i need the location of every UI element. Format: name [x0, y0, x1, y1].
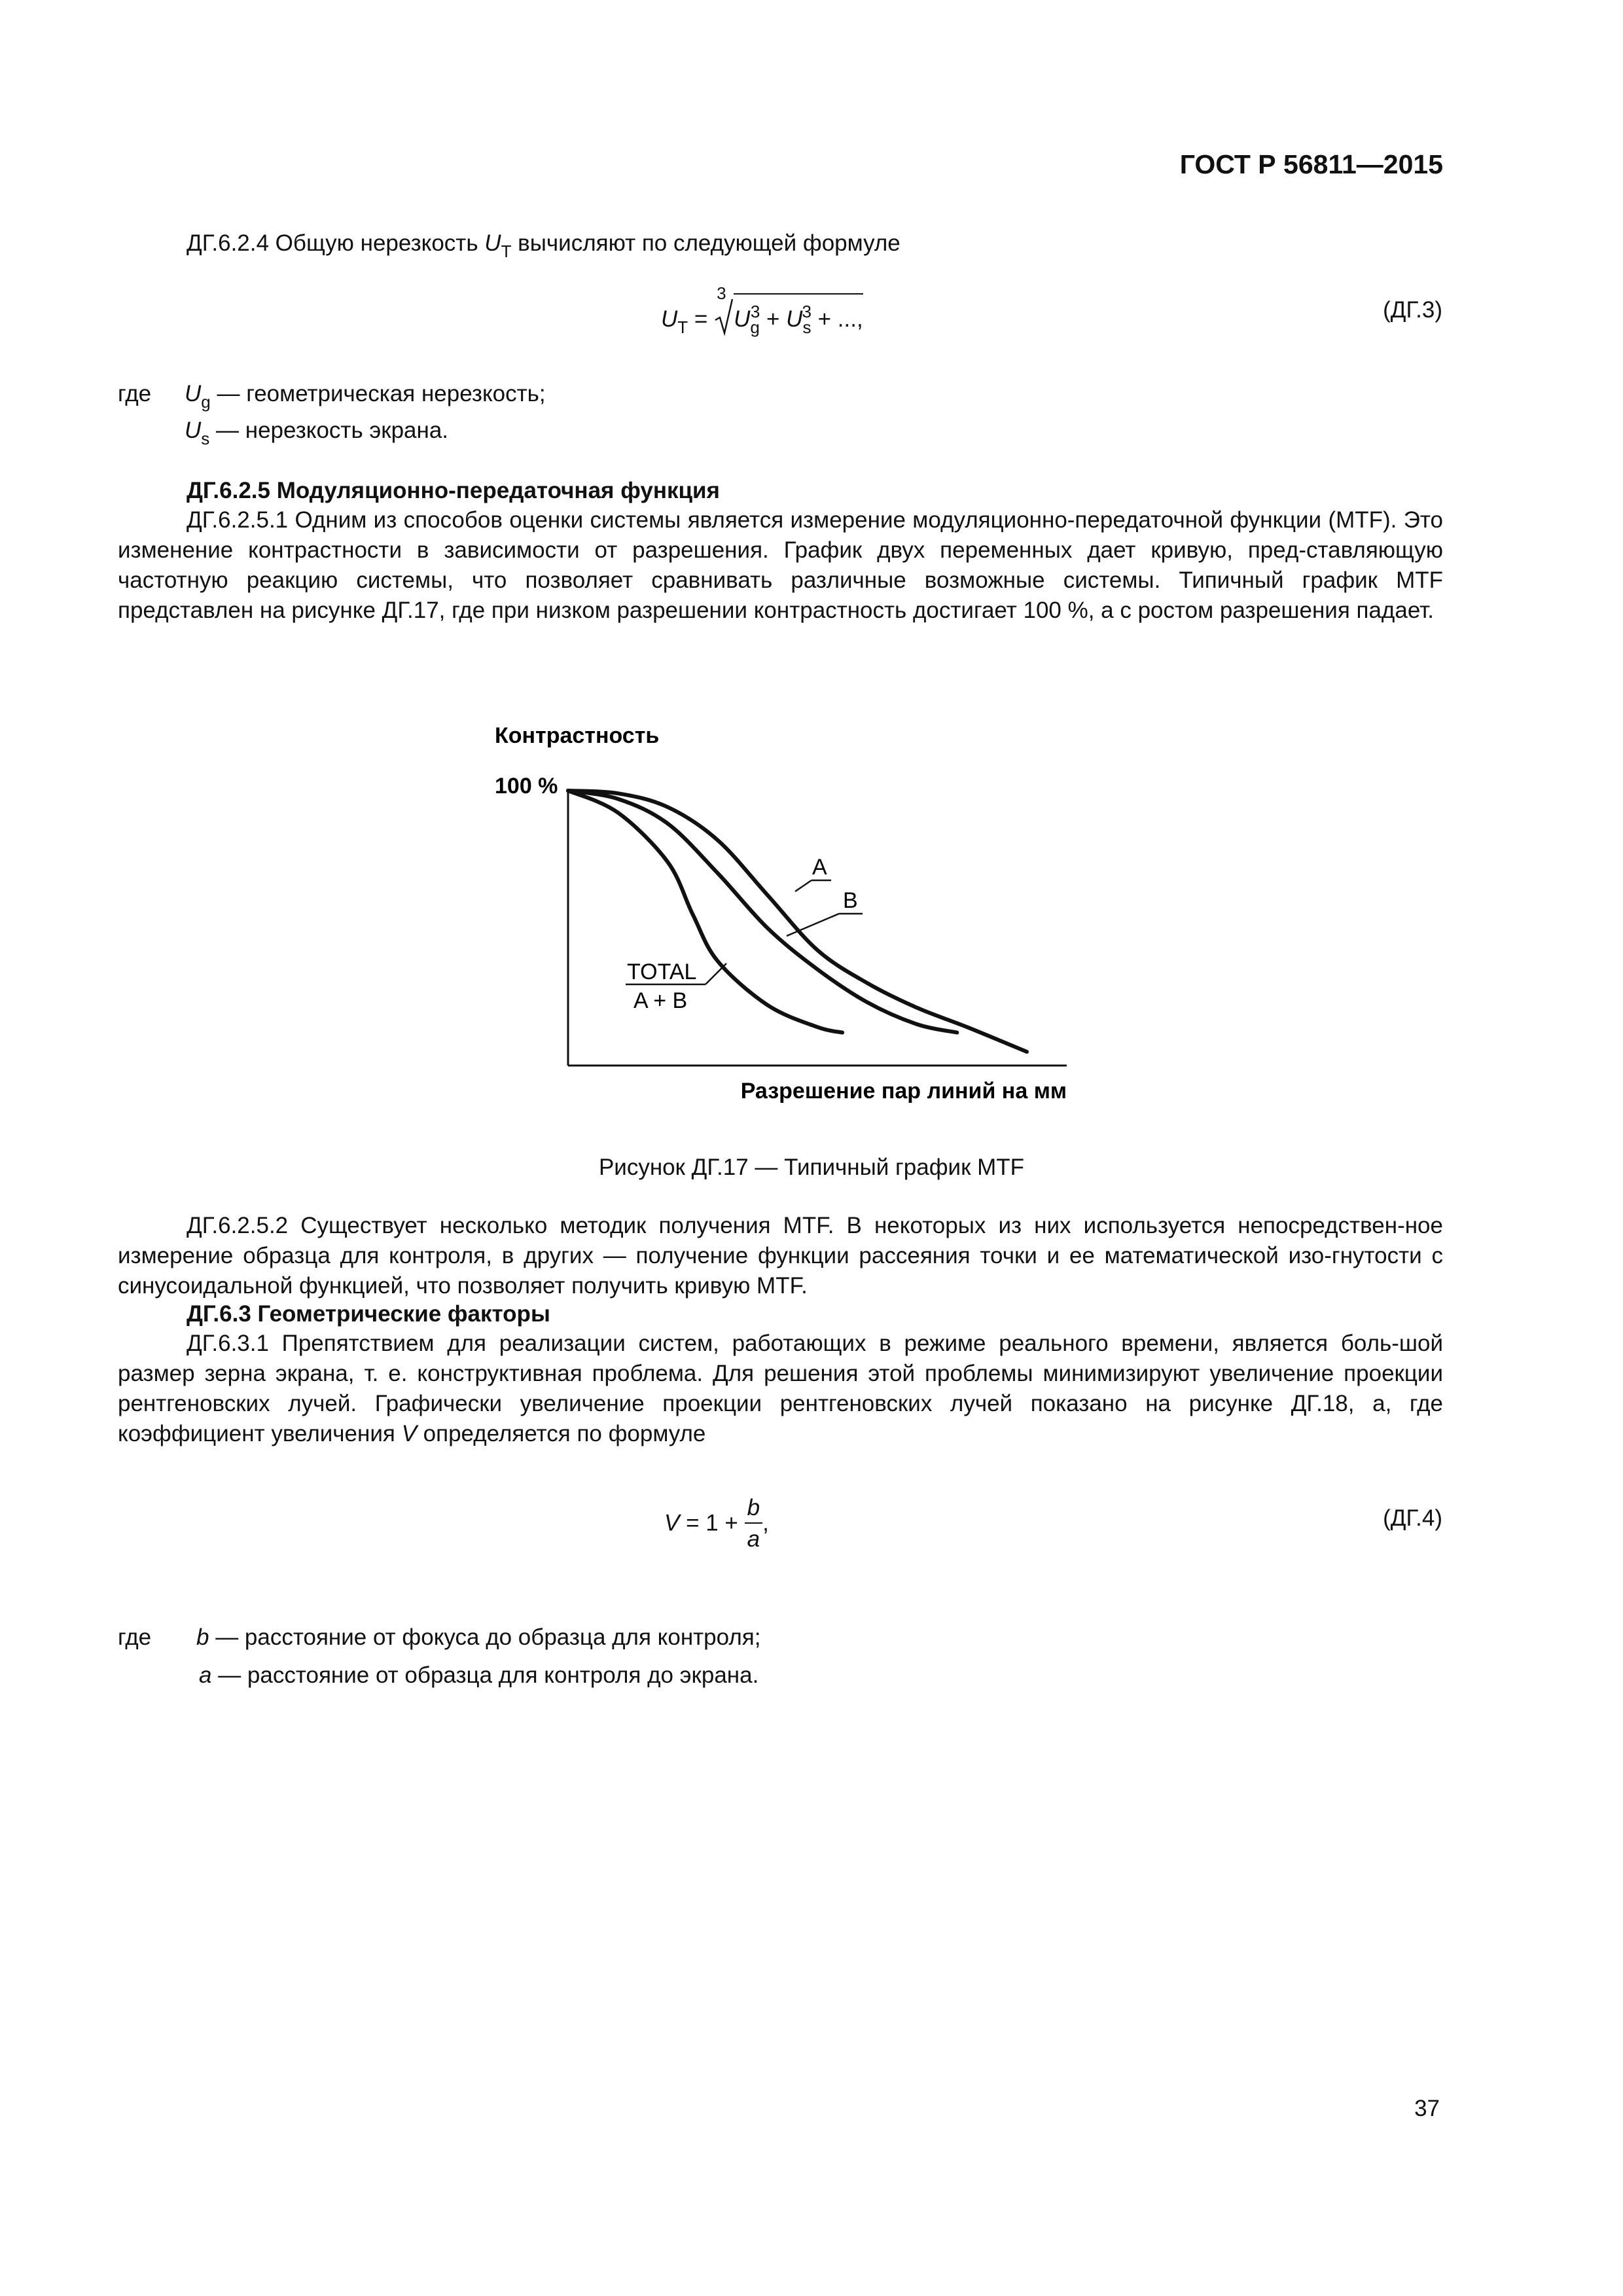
cube-root: [714, 283, 863, 342]
eq4-fraction: [745, 1494, 762, 1555]
where-sub: s: [201, 429, 210, 448]
mtf-curve-total: [568, 791, 842, 1033]
equation-dg3: [661, 283, 863, 342]
label-a: A: [812, 855, 827, 880]
tail: + ...,: [811, 306, 863, 332]
term2-var: U: [786, 306, 803, 332]
where-dash: —: [209, 1624, 245, 1650]
eq4-mid: = 1 +: [679, 1510, 745, 1536]
radicand: [734, 293, 863, 342]
section-6-3-heading: ДГ.6.3 Геометрические факторы: [187, 1301, 550, 1327]
label-a-leader: [795, 880, 812, 891]
term1-var: U: [734, 306, 751, 332]
mtf-chart-svg: [484, 720, 1113, 1113]
term2-sup: 3: [802, 302, 812, 321]
where-desc: геометрическая нерезкость;: [246, 381, 546, 406]
eq4-numerator: b: [745, 1494, 762, 1524]
p-var: V: [401, 1421, 417, 1446]
where-var: a: [199, 1662, 212, 1688]
equation-number-dg3: (ДГ.3): [1383, 297, 1442, 323]
page-number: 37: [1414, 2096, 1440, 2121]
section-6-2-5-heading: ДГ.6.2.5 Модуляционно-передаточная функция: [187, 478, 720, 503]
where-dash: —: [210, 381, 247, 406]
term1-sup: 3: [750, 302, 760, 321]
section-6-3-1-paragraph: [118, 1329, 1443, 1449]
equation-dg4: [664, 1494, 769, 1555]
label-total: TOTAL: [627, 960, 697, 984]
text-before: ДГ.6.2.4 Общую нерезкость: [187, 230, 485, 256]
where-dash: —: [211, 1662, 247, 1688]
term1-sub: g: [750, 317, 760, 337]
mtf-chart: [484, 720, 1113, 1113]
where-sub: g: [201, 392, 211, 412]
where-label: где: [118, 381, 152, 406]
p-before: ДГ.6.3.1 Препятствием для реализации систем, работающих в режиме реального времени, является боль-шой размер зерна экрана, т. е. конструктивная проблема. Для решения этой проблемы минимизируют увеличение проекции рентгеновских лучей. Графически увеличение проекции рентгеновских лучей показано на рисунке ДГ.18, а, где коэффициент увеличения: [118, 1331, 1443, 1446]
where-item-a: [199, 1661, 758, 1690]
var-sub: T: [501, 242, 512, 261]
document-header: ГОСТ Р 56811—2015: [1179, 149, 1443, 179]
eq4-comma: ,: [762, 1510, 769, 1536]
where-desc: расстояние от фокуса до образца для контроля;: [244, 1624, 761, 1650]
plus1: +: [760, 306, 787, 332]
chart-y-tick-100: 100 %: [495, 774, 558, 798]
section-6-2-5-2-paragraph: ДГ.6.2.5.2 Существует несколько методик получения MTF. В некоторых из них используется непосредствен-ное измерение образца для контроля, в других — получение функции рассеяния точки и ее математической изо-гнутости с синусоидальной функцией, что позволяет получить кривую MTF.: [118, 1213, 1443, 1299]
where-desc: расстояние от образца для контроля до экрана.: [247, 1662, 759, 1688]
eq4-denominator: a: [747, 1526, 760, 1552]
eq-lhs-sub: T: [677, 317, 688, 337]
where-item-us: [185, 416, 448, 453]
where-item-b: [196, 1623, 760, 1652]
label-total-leader: [705, 963, 726, 984]
where-item-ug: [185, 380, 546, 416]
mtf-curve-b: [568, 791, 957, 1033]
where-var: U: [185, 381, 202, 406]
term2-sub: s: [802, 317, 812, 337]
figure-caption: Рисунок ДГ.17 — Типичный график MTF: [598, 1155, 1025, 1180]
section-6-2-5-1-paragraph: ДГ.6.2.5.1 Одним из способов оценки системы является измерение модуляционно-передаточной функции (MTF). Это изменение контрастности в зависимости от разрешения. График двух переменных дает кривую, пред-ставляющую частотную реакцию системы, что позволяет сравнивать различные возможные системы. Типичный график MTF представлен на рисунке ДГ.17, где при низком разрешении контрастность достигает 100 %, а с ростом разрешения падает.: [118, 507, 1443, 623]
where-desc: нерезкость экрана.: [245, 418, 449, 443]
eq-equals: =: [688, 306, 715, 332]
root-index: 3: [717, 283, 726, 303]
text-after: вычисляют по следующей формуле: [511, 230, 901, 256]
p-after: определяется по формуле: [416, 1421, 706, 1446]
section-6-2-4-text: [187, 229, 901, 266]
eq-lhs-var: U: [661, 306, 678, 332]
where-var: U: [185, 418, 202, 443]
where-var: b: [196, 1624, 209, 1650]
chart-ylabel: Контрастность: [495, 723, 660, 748]
chart-xlabel: Разрешение пар линий на мм: [740, 1079, 1067, 1103]
where-dash: —: [209, 418, 245, 443]
label-total-sum: A + B: [633, 988, 688, 1013]
var: U: [484, 230, 501, 256]
label-b: B: [843, 888, 858, 913]
equation-number-dg4: (ДГ.4): [1383, 1505, 1442, 1531]
eq4-lhs: V: [664, 1510, 680, 1536]
where-label-2: где: [118, 1624, 152, 1650]
